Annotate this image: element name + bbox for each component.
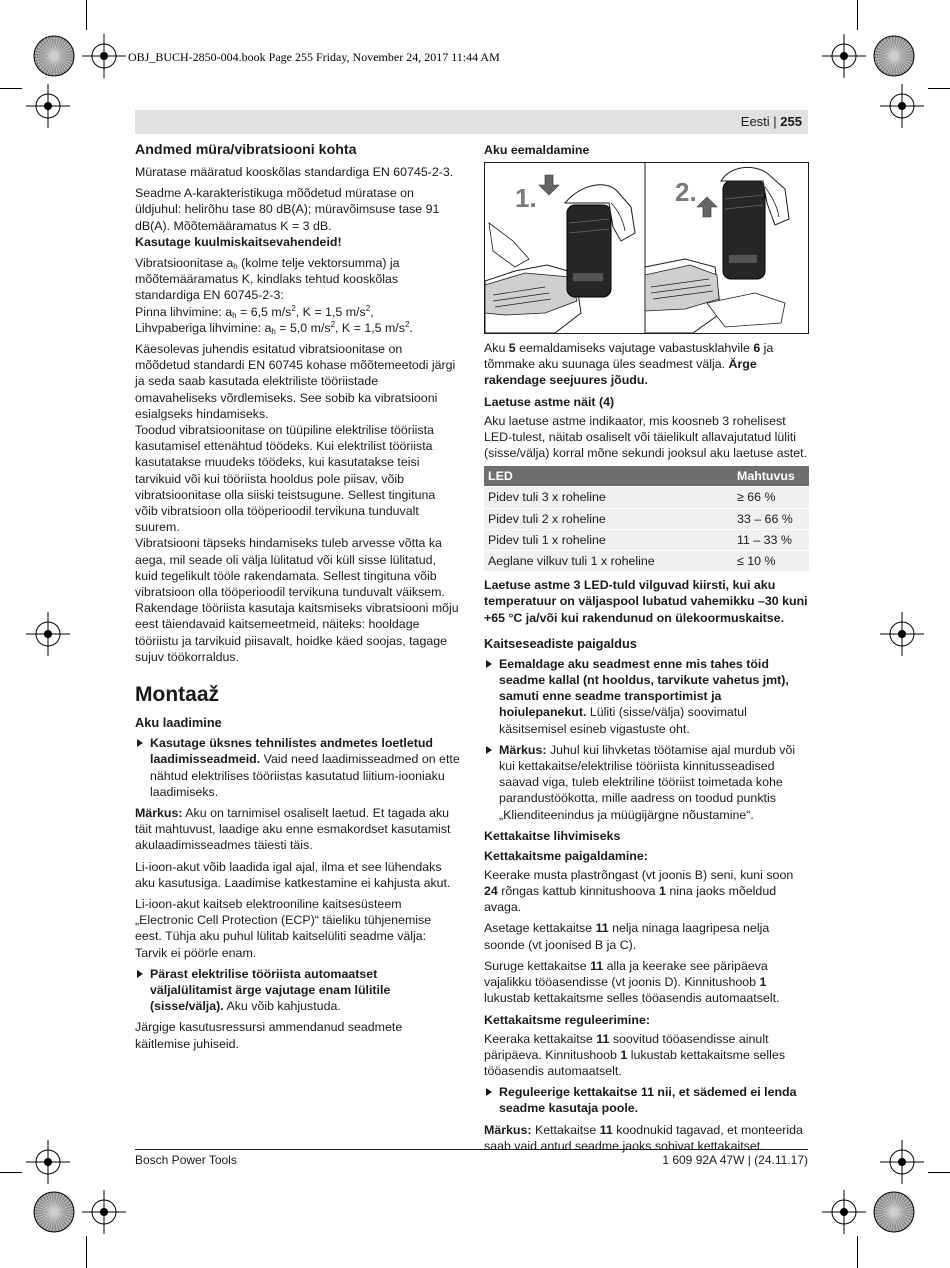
footer-code: 1 609 92A 47W | (24.11.17) <box>662 1153 808 1167</box>
led-table <box>484 466 809 571</box>
page-number: 255 <box>780 114 802 129</box>
register-mark-icon <box>26 612 70 656</box>
register-mark-icon <box>26 1140 70 1184</box>
heading-guard-adjusting: Kettakaitsme reguleerimine: <box>484 1012 650 1027</box>
footer-brand: Bosch Power Tools <box>135 1153 237 1167</box>
mount-step-1: Keerake musta plastrõngast (vt joonis B) seni, kuni soon 24 rõngas kattub kinnitushoova 1 nina jaoks mõeldud avaga. <box>484 867 794 915</box>
step-2-label: 2. <box>675 177 697 207</box>
header-separator: | <box>769 114 781 129</box>
radial-disc-icon <box>872 34 916 78</box>
left-column <box>135 142 460 1057</box>
mount-step-3: Suruge kettakaitse 11 alla ja keerake see päripäeva vajalikku tööasendisse (vt joonis D). Kinnitushoob 1 lukustab kettakaitsme selles tööasendis automaatselt. <box>484 958 780 1006</box>
noise-level-text: Seadme A-karakteristikuga mõõdetud müratase on üldjuhul: helirõhu tase 80 dB(A); müravõimsuse tase 91 dB(A). Mõõtemääramatus K = 3 dB. Kasutage kuulmiskaitsevahendeid! <box>135 186 440 249</box>
charger-bullet: Kasutage üksnes tehnilistes andmetes loetletud laadimisseadmeid. Vaid need laadimisseadmed on ette nähtud elektrilises tööriistas kasutatud liitium-iooniaku laadimiseks. <box>135 735 460 800</box>
trim-line <box>857 1236 858 1268</box>
table-row: Pidev tuli 3 x roheline ≥ 66 % <box>484 487 809 508</box>
battery-note: Märkus: Aku on tarnimisel osaliselt laetud. Et tagada aku täit mahtuvust, laadige aku enne esmakordset kasutamist akulaadimisseadmes täiesti täis. <box>135 805 451 853</box>
register-mark-icon <box>880 84 924 128</box>
battery-removal-text: Aku 5 eemaldamiseks vajutage vabastusklahvile 6 ja tõmmake aku suunaga üles seadmest välja. Ärge rakendage seejuures jõudu. <box>484 341 774 388</box>
vibration-typical-text: Toodud vibratsioonitase on tüüpiline elektrilise tööriista kasutamisel ettenähtud töödeks. Kui elektrilist tööriista kasutatakse muudeks töödeks, kui kasutatakse teisi tarvikuid või kui tööriista hooldus pole piisav, võib vibratsioonitase olla siiski teistsugune. Sellest tingituna võib vibratsioon olla tööperioodil tervikuna tunduvalt suurem. <box>135 423 436 535</box>
hearing-protection-warning: Kasutage kuulmiskaitsevahendeid! <box>135 234 342 249</box>
heading-noise-vibration: Andmed müra/vibratsiooni kohta <box>135 142 357 158</box>
trim-line <box>0 1172 22 1173</box>
panel-2 <box>645 167 789 333</box>
table-row: Pidev tuli 2 x roheline 33 – 66 % <box>484 508 809 529</box>
table-row: Aeglane vilkuv tuli 1 x roheline ≤ 10 % <box>484 551 809 572</box>
vibration-values-text: Vibratsioonitase $a_h$ (kolme telje vektorsumma) ja mõõtemääramatus K, kindlaks tehtud kooskõlas standardiga EN 60745-2-3: Pinna lihvimine: $a_h = 6,5$ $m/s^2$, K = 1,5 $m/s^2$, Lihvpaberiga lihvimine: $a_h = 5,0$ $m/s^2$, K = 1,5 $m/s^2$. <box>135 256 413 336</box>
step-1-label: 1. <box>515 183 537 213</box>
heading-grinding-guard: Kettakaitse lihvimiseks <box>484 828 621 843</box>
right-column <box>484 142 809 1159</box>
mount-step-2: Asetage kettakaitse 11 nelja ninaga laagripesa nelja soonde (vt joonised B ja C). <box>484 921 770 952</box>
radial-disc-icon <box>872 1190 916 1234</box>
li-ion-charging-text: Li-ioon-akut võib laadida igal ajal, ilma et see lühendaks aku kasutusiga. Laadimise katkestamine ei kahjusta akut. <box>135 859 451 890</box>
heading-charge-indicator: Laetuse astme näit (4) <box>484 394 615 409</box>
table-header-led: LED <box>484 466 733 487</box>
heading-charging: Aku laadimine <box>135 715 222 731</box>
register-mark-icon <box>82 34 126 78</box>
charge-indicator-text: Aku laetuse astme indikaator, mis koosneb 3 rohelisest LED-tulest, näitab osaliselt või täielikult allavajutatud lüliti (sisse/välja) korral mõne sekundi jooksul aku laetuse astet. <box>484 413 807 461</box>
running-header <box>741 114 802 129</box>
radial-disc-icon <box>32 34 76 78</box>
footer-rule <box>135 1149 808 1150</box>
radial-disc-icon <box>32 1190 76 1234</box>
coding-note: Märkus: Kettakaitse 11 koodnukid tagavad, et monteerida saab vaid antud seadme jaoks sobivat kettakaitset. <box>484 1122 803 1153</box>
register-mark-icon <box>880 1140 924 1184</box>
led-warning-text: Laetuse astme 3 LED-tuld vilguvad kiirsti, kui aku temperatuur on väljaspool lubatud vahemikku –30 kuni +65 °C ja/või kui rakendunud on ülekoormuskaitse. <box>484 578 808 625</box>
trim-line <box>0 88 22 89</box>
vibration-protection-text: Rakendage tööriista kasutaja kaitsmiseks vibratsiooni mõju eest täiendavaid kaitsemeetmeid, näiteks: hooldage tööriistu ja tarvikuid piisavalt, hoidke käed soojas, tagage sujuv töökorraldus. <box>135 601 459 664</box>
trim-line <box>928 1172 950 1173</box>
register-mark-icon <box>82 1190 126 1234</box>
table-header-capacity: Mahtuvus <box>733 466 809 487</box>
register-mark-icon <box>822 1190 866 1234</box>
print-slug: OBJ_BUCH-2850-004.book Page 255 Friday, November 24, 2017 11:44 AM <box>128 50 500 64</box>
battery-removal-illustration <box>485 163 808 333</box>
auto-shutoff-bullet: Pärast elektrilise tööriista automaatset väljalülitamist ärge vajutage enam lülitile (sisse/välja). Aku võib kahjustuda. <box>135 966 460 1015</box>
noise-standard-text: Müratase määratud kooskõlas standardiga EN 60745-2-3. <box>135 165 454 179</box>
header-bar <box>135 110 808 134</box>
heading-guards: Kaitseseadiste paigaldus <box>484 635 637 651</box>
heading-battery-removal: Aku eemaldamine <box>484 143 590 157</box>
trim-line <box>928 88 950 89</box>
header-language: Eesti <box>740 114 770 129</box>
battery-removal-figure <box>484 162 809 334</box>
disposal-text: Järgige kasutusressursi ammendanud seadmete käitlemise juhiseid. <box>135 1020 403 1051</box>
register-mark-icon <box>822 34 866 78</box>
ecp-text: Li-ioon-akut kaitseb elektrooniline kaitsesüsteem „Electronic Cell Protection (ECP)“ täieliku tühjenemise eest. Tühja aku puhul lülitab kaitselüliti seadme välja: Tarvik ei pöörle enam. <box>135 896 432 960</box>
guard-damage-bullet: Märkus: Juhul kui lihvketas töötamise ajal murdub või kui kettakaitse/elektrilise tööriista kinnitusseadised saavad viga, tuleb elektriline tööriist toimetada kohe parandustöökotta, mille aadress on toodud punktis „Klienditeenindus ja müügijärgne nõustamine“. <box>484 742 809 823</box>
panel-1 <box>485 175 635 333</box>
heading-montaaz: Montaaž <box>135 683 219 707</box>
table-row: Pidev tuli 1 x roheline 11 – 33 % <box>484 529 809 550</box>
table-header-row <box>484 466 809 487</box>
vibration-method-text: Käesolevas juhendis esitatud vibratsioonitase on mõõdetud standardi EN 60745 kohase mõõtemeetodi järgi ja seda saab kasutada elektriliste tööriistade omavaheliseks võrdlemiseks. See sobib ka vibratsiooni esialgseks hindamiseks. <box>135 342 456 421</box>
adjust-step-1: Keeraka kettakaitse 11 soovitud tööasendisse ainult päripäeva. Kinnitushoob 1 lukustab kettakaitsme selles tööasendis automaatselt. <box>484 1031 786 1078</box>
register-mark-icon <box>26 84 70 128</box>
remove-battery-bullet: Eemaldage aku seadmest enne mis tahes töid seadme kallal (nt hooldus, tarvikute vahetus jmt), samuti enne seadme transportimist ja hoiulepanekut. Lüliti (sisse/välja) soovimatul käsitsemisel esineb vigastuste oht. <box>484 656 809 737</box>
vibration-assessment-text: Vibratsiooni täpseks hindamiseks tuleb arvesse võtta ka aega, mil seade oli välja lülitatud või küll sisse lülitatud, kuid tegelikult tööle rakendamata. Sellest tingituna võib vibratsioon olla tööperioodil tervikuna tunduvalt väiksem. <box>135 536 445 600</box>
trim-line <box>86 0 87 30</box>
trim-line <box>857 0 858 30</box>
trim-line <box>86 1236 87 1268</box>
register-mark-icon <box>880 612 924 656</box>
adjust-sparks-bullet: Reguleerige kettakaitse 11 nii, et sädemed ei lenda seadme kasutaja poole. <box>484 1084 809 1116</box>
heading-guard-mounting: Kettakaitsme paigaldamine: <box>484 848 648 863</box>
